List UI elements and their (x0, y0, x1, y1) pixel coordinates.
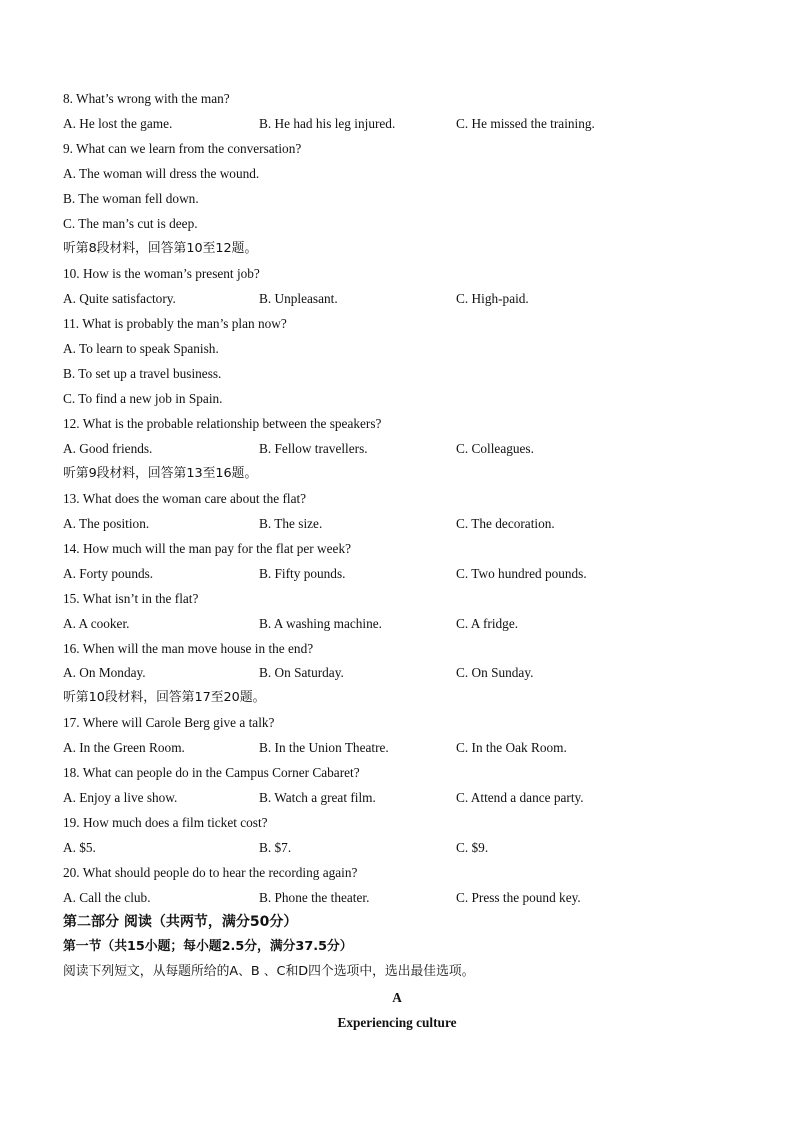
question-12-stem: 12. What is the probable relationship between the speakers? (63, 416, 382, 431)
reading-instruction: 阅读下列短文，从每题所给的A、B 、C和D四个选项中，选出最佳选项。 (63, 964, 475, 979)
question-19-stem: 19. How much does a film ticket cost? (63, 815, 268, 830)
question-8-option-a: A. He lost the game. (63, 116, 173, 131)
question-17-option-a: A. In the Green Room. (63, 740, 185, 755)
question-11-stem: 11. What is probably the man’s plan now? (63, 316, 287, 331)
question-16-option-b: B. On Saturday. (259, 665, 344, 680)
question-17-stem: 17. Where will Carole Berg give a talk? (63, 715, 275, 730)
question-10-option-b: B. Unpleasant. (259, 291, 338, 306)
question-11-option-c: C. To find a new job in Spain. (63, 391, 223, 406)
question-14-option-c: C. Two hundred pounds. (456, 566, 587, 581)
question-14-stem: 14. How much will the man pay for the flat per week? (63, 541, 352, 556)
question-18-option-c: C. Attend a dance party. (456, 790, 584, 805)
question-18-options (63, 788, 743, 808)
question-18-option-a: A. Enjoy a live show. (63, 790, 178, 805)
question-14-option-a: A. Forty pounds. (63, 566, 154, 581)
question-20-option-a: A. Call the club. (63, 890, 151, 905)
question-13-option-c: C. The decoration. (456, 516, 555, 531)
question-8-stem: 8. What’s wrong with the man? (63, 91, 230, 106)
question-13-options (63, 514, 743, 534)
question-19-options (63, 838, 743, 858)
part-2-heading: 第二部分 阅读（共两节，满分50分） (63, 914, 298, 930)
question-20-stem: 20. What should people do to hear the recording again? (63, 865, 358, 880)
question-9-option-a: A. The woman will dress the wound. (63, 166, 260, 181)
question-9-option-b: B. The woman fell down. (63, 191, 199, 206)
passage-letter: A (392, 990, 402, 1005)
question-18-stem: 18. What can people do in the Campus Corner Cabaret? (63, 765, 360, 780)
question-17-option-c: C. In the Oak Room. (456, 740, 567, 755)
question-20-options (63, 888, 743, 908)
question-12-options (63, 439, 743, 459)
question-18-option-b: B. Watch a great film. (259, 790, 376, 805)
question-16-stem: 16. When will the man move house in the end? (63, 641, 314, 656)
question-14-options (63, 564, 743, 584)
section-9-instruction: 听第9段材料，回答第13至16题。 (63, 466, 258, 481)
question-16-option-c: C. On Sunday. (456, 665, 534, 680)
question-19-option-b: B. $7. (259, 840, 292, 855)
question-15-options (63, 614, 743, 634)
question-9-option-c: C. The man’s cut is deep. (63, 216, 198, 231)
question-12-option-b: B. Fellow travellers. (259, 441, 368, 456)
section-8-instruction: 听第8段材料，回答第10至12题。 (63, 241, 258, 256)
question-15-option-c: C. A fridge. (456, 616, 519, 631)
passage-title: Experiencing culture (337, 1015, 457, 1030)
question-9-stem: 9. What can we learn from the conversation? (63, 141, 302, 156)
question-17-options (63, 738, 743, 758)
question-15-option-a: A. A cooker. (63, 616, 130, 631)
section-1-heading: 第一节（共15小题；每小题2.5分，满分37.5分） (63, 939, 353, 954)
question-20-option-c: C. Press the pound key. (456, 890, 581, 905)
question-11-option-a: A. To learn to speak Spanish. (63, 341, 219, 356)
section-10-instruction: 听第10段材料，回答第17至20题。 (63, 690, 266, 705)
question-13-option-a: A. The position. (63, 516, 150, 531)
question-13-stem: 13. What does the woman care about the flat? (63, 491, 307, 506)
question-8-options (63, 114, 743, 134)
question-12-option-c: C. Colleagues. (456, 441, 534, 456)
question-17-option-b: B. In the Union Theatre. (259, 740, 389, 755)
question-15-option-b: B. A washing machine. (259, 616, 382, 631)
question-20-option-b: B. Phone the theater. (259, 890, 370, 905)
question-16-option-a: A. On Monday. (63, 665, 146, 680)
question-11-option-b: B. To set up a travel business. (63, 366, 222, 381)
question-19-option-a: A. $5. (63, 840, 96, 855)
question-10-option-c: C. High-paid. (456, 291, 529, 306)
question-19-option-c: C. $9. (456, 840, 489, 855)
question-8-option-b: B. He had his leg injured. (259, 116, 396, 131)
question-12-option-a: A. Good friends. (63, 441, 153, 456)
question-8-option-c: C. He missed the training. (456, 116, 595, 131)
question-13-option-b: B. The size. (259, 516, 323, 531)
question-14-option-b: B. Fifty pounds. (259, 566, 346, 581)
question-15-stem: 15. What isn’t in the flat? (63, 591, 199, 606)
question-10-options (63, 289, 743, 309)
question-10-stem: 10. How is the woman’s present job? (63, 266, 260, 281)
question-10-option-a: A. Quite satisfactory. (63, 291, 176, 306)
question-16-options (63, 663, 743, 683)
